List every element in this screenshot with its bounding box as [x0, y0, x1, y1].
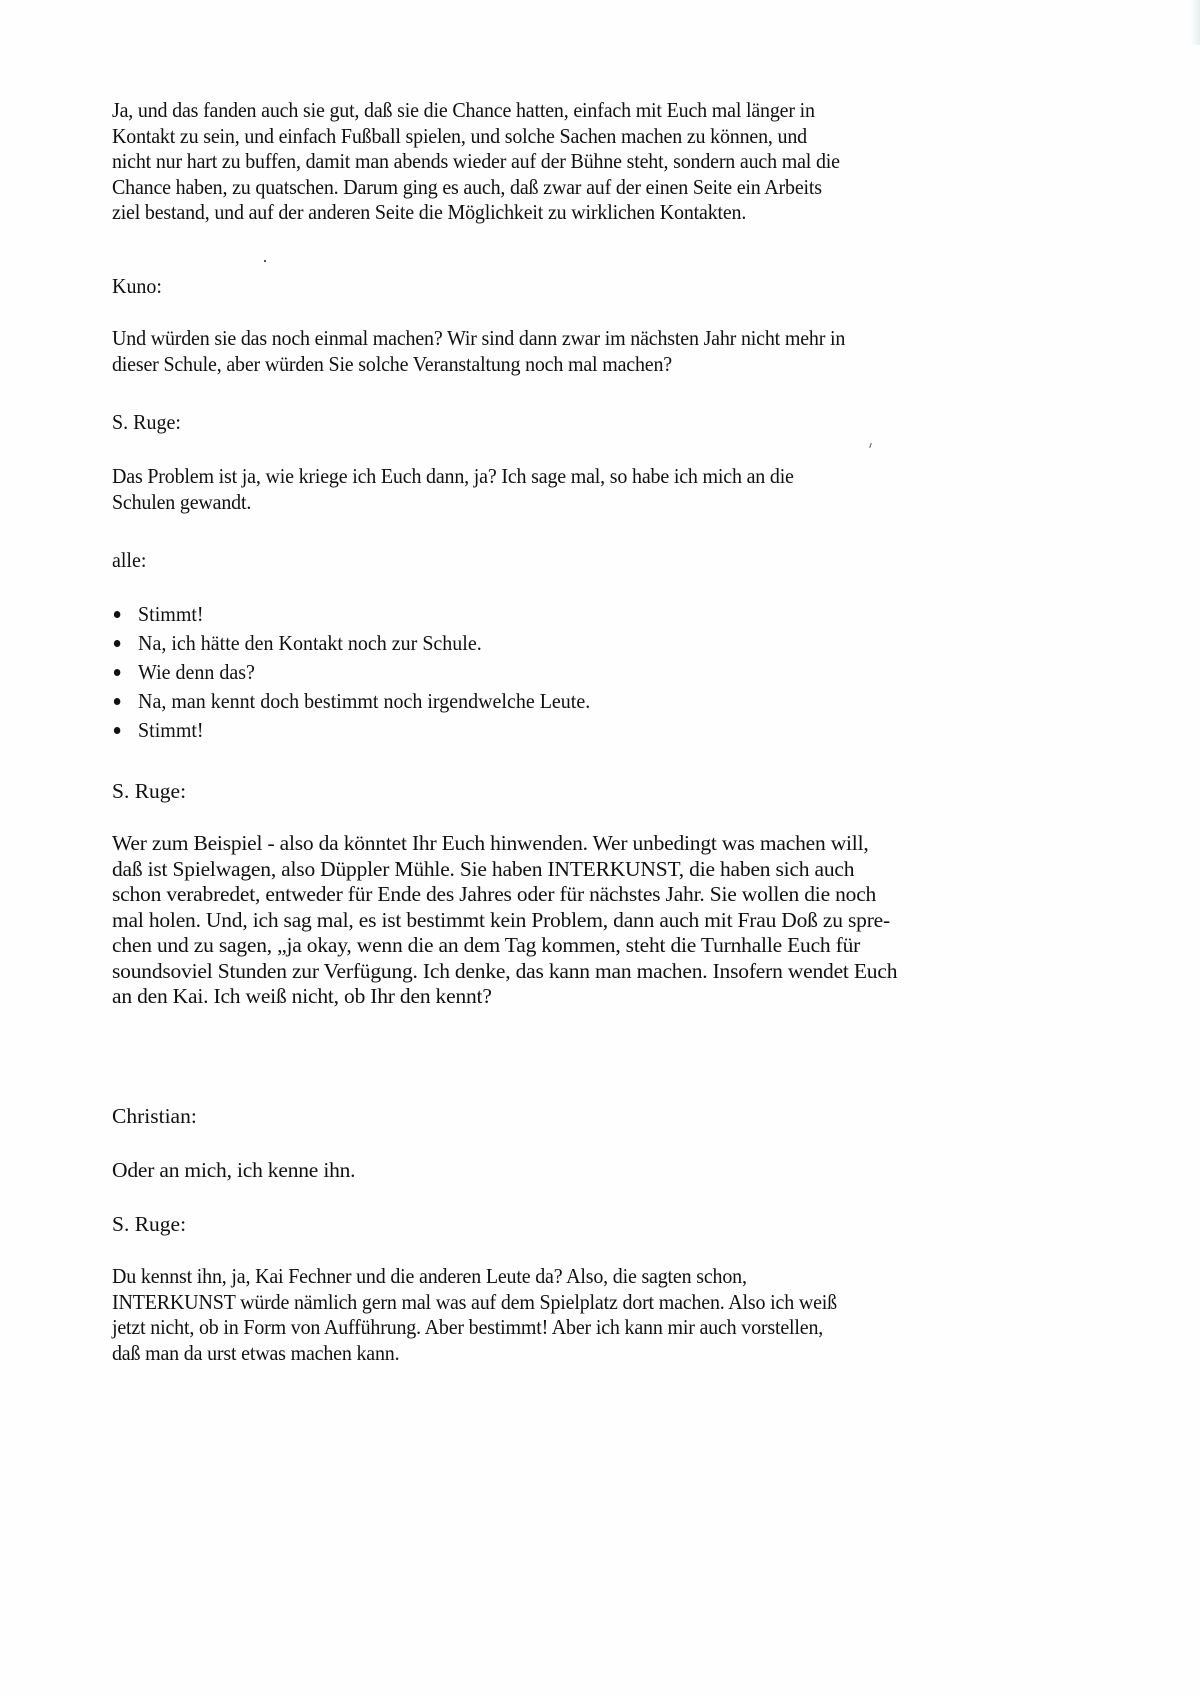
text-line: daß man da urst etwas machen kann.: [112, 1340, 400, 1365]
scan-speck: [869, 443, 872, 448]
speaker-label-alle: alle:: [112, 548, 147, 572]
list-item-text: Na, ich hätte den Kontakt noch zur Schule.: [138, 631, 482, 655]
scan-edge-shadow: [1190, 0, 1200, 45]
text-line: Schulen gewandt.: [112, 489, 252, 514]
list-item: [112, 629, 590, 658]
text-line: mal holen. Und, ich sag mal, es ist bestimmt kein Problem, dann auch mit Frau Doß zu spre-: [112, 907, 890, 932]
list-item-text: Na, man kennt doch bestimmt noch irgendwelche Leute.: [138, 689, 591, 713]
text-line: an den Kai. Ich weiß nicht, ob Ihr den kennt?: [112, 984, 492, 1008]
list-item-text: Stimmt!: [138, 718, 204, 742]
text-line: dieser Schule, aber würden Sie solche Veranstaltung noch mal machen?: [112, 351, 672, 376]
paragraph-s-ruge-problem: [112, 464, 949, 515]
paragraph-s-ruge-interkunst: [112, 1264, 949, 1366]
list-item: [112, 600, 590, 629]
text-line: Chance haben, zu quatschen. Darum ging es auch, daß zwar auf der einen Seite ein Arbeits: [112, 174, 822, 199]
bullet-icon: [114, 611, 121, 618]
text-line: Wer zum Beispiel - also da könntet Ihr Euch hinwenden. Wer unbedingt was machen will,: [112, 831, 869, 855]
text-line: nicht nur hart zu buffen, damit man abends wieder auf der Bühne steht, sondern auch mal die: [112, 149, 840, 173]
text-line: chen und zu sagen, „ja okay, wenn die an dem Tag kommen, steht die Turnhalle Euch für: [112, 933, 861, 957]
speaker-label-kuno: Kuno:: [112, 274, 162, 298]
bullet-icon: [114, 669, 121, 676]
text-line: daß ist Spielwagen, also Düppler Mühle. Sie haben INTERKUNST, die haben sich auch: [112, 856, 855, 881]
speaker-label-s-ruge: S. Ruge:: [112, 1212, 187, 1236]
paragraph-kuno-question: [112, 326, 949, 377]
list-item: [112, 658, 590, 687]
bullet-icon: [114, 727, 121, 734]
text-line: Ja, und das fanden auch sie gut, daß sie die Chance hatten, einfach mit Euch mal länger in: [112, 98, 815, 122]
scan-speck: [264, 260, 266, 262]
speaker-label-s-ruge: S. Ruge:: [112, 779, 187, 803]
list-item: [112, 716, 590, 745]
speaker-label-christian: Christian:: [112, 1104, 197, 1128]
text-line: Kontakt zu sein, und einfach Fußball spielen, und solche Sachen machen zu können, und: [112, 123, 807, 148]
list-item: [112, 687, 590, 716]
responses-list: [112, 600, 590, 745]
text-line: jetzt nicht, ob in Form von Aufführung. Aber bestimmt! Aber ich kann mir auch vorstellen,: [112, 1315, 824, 1339]
text-line: soundsoviel Stunden zur Verfügung. Ich denke, das kann man machen. Insofern wendet Euch: [112, 958, 898, 983]
text-line: INTERKUNST würde nämlich gern mal was auf dem Spielplatz dort machen. Also ich weiß: [112, 1289, 837, 1314]
paragraph-intro: [112, 98, 949, 226]
text-line: Du kennst ihn, ja, Kai Fechner und die anderen Leute da? Also, die sagten schon,: [112, 1264, 747, 1288]
bullet-icon: [114, 640, 121, 647]
paragraph-christian-reply: [112, 1158, 1012, 1184]
text-line: Oder an mich, ich kenne ihn.: [112, 1158, 356, 1182]
paragraph-s-ruge-beispiel: [112, 831, 1012, 1010]
list-item-text: Wie denn das?: [138, 660, 255, 684]
bullet-icon: [114, 698, 121, 705]
list-item-text: Stimmt!: [138, 602, 204, 626]
text-line: schon verabredet, entweder für Ende des Jahres oder für nächstes Jahr. Sie wollen die noch: [112, 882, 877, 906]
text-line: Und würden sie das noch einmal machen? Wir sind dann zwar im nächsten Jahr nicht mehr in: [112, 326, 846, 350]
text-line: Das Problem ist ja, wie kriege ich Euch dann, ja? Ich sage mal, so habe ich mich an die: [112, 464, 794, 488]
text-line: ziel bestand, und auf der anderen Seite die Möglichkeit zu wirklichen Kontakten.: [112, 200, 747, 224]
speaker-label-s-ruge: S. Ruge:: [112, 410, 181, 434]
